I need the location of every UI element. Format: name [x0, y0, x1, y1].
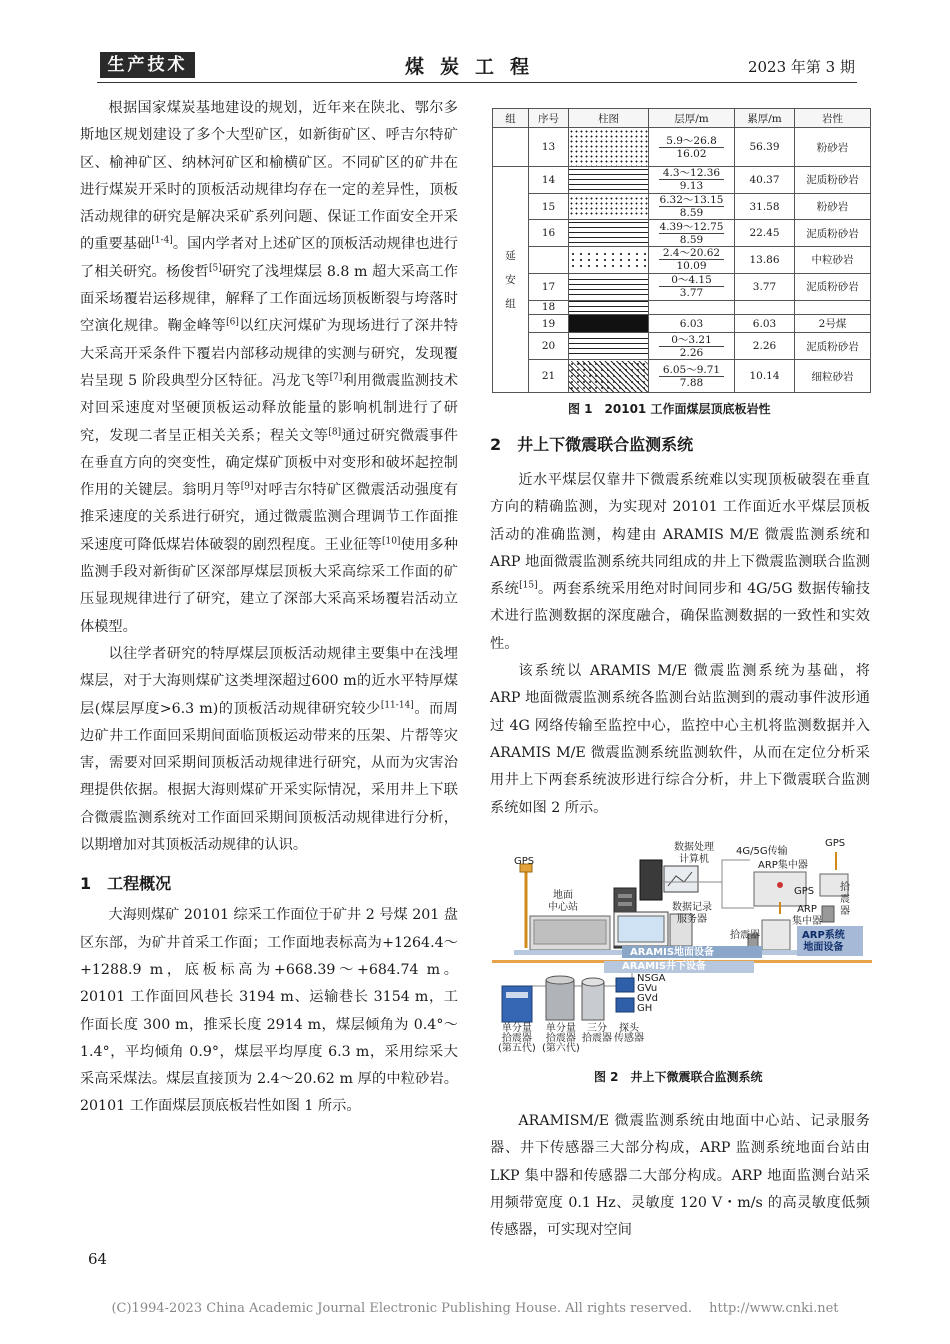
gps-label-right: GPS: [825, 838, 846, 849]
layer-number-cell: 15: [529, 193, 569, 220]
thickness-range: 4.3～12.36: [659, 167, 724, 180]
group-cell-empty: [493, 128, 529, 167]
text-run: ARAMISM/E 微震监测系统由地面中心站、记录服务器、井下传感器三大部分构成，ARP 监测系统地面台站由 LKP 集中器和传感器二大部分构成。ARP 地面监测台站采用频带宽度 0.1 Hz、灵敏度 120 V・m/s 的高灵敏度低频传感器，可实现对空间: [490, 1113, 870, 1239]
strata-header-cell: 柱图: [569, 109, 649, 128]
journal-title: 煤炭工程: [404, 56, 545, 78]
text-run: 。而周边矿井工作面回采期间面临顶板运动带来的压架、片帮等灾害，需要对回采期间顶板活动规律进行研究，从而为灾害治理提供依据。根据大海则煤矿开采实际情况，采用井上下联合微震监测系统对工作面回采期间顶板活动规律进行分析，以期增加对其顶板活动规律的认识。: [80, 700, 458, 854]
citation-ref: [10]: [381, 536, 401, 547]
lithology-silt-pattern: [569, 196, 648, 217]
citation-ref: [7]: [329, 372, 343, 383]
arp-hub-2-label: ARP 集中器: [792, 904, 822, 927]
page-header: [0, 0, 950, 92]
lithology-mud-pattern: [569, 222, 648, 245]
strata-header-cell: 累厚/m: [735, 109, 795, 128]
figure-2-caption: 图 2 井上下微震联合监测系统: [594, 1070, 763, 1084]
lithology-pattern-cell: [569, 314, 649, 332]
layer-number-cell: 19: [529, 314, 569, 332]
citation-ref: [6]: [226, 317, 239, 328]
strata-row: [493, 300, 871, 314]
cumulative-thickness-cell: 22.45: [735, 220, 795, 247]
lithology-pattern-cell: [569, 333, 649, 360]
strata-row: [493, 167, 871, 194]
lithology-pattern-cell: [569, 128, 649, 167]
text-run: 根据国家煤炭基地建设的规划，近年来在陕北、鄂尔多斯地区规划建设了多个大型矿区，如新街矿区、呼吉尔特矿区、榆神矿区、纳林河矿区和榆横矿区。不同矿区的矿井在进行煤炭开采时的顶板活动规律均存在一定的差异性，顶板活动规律的研究是解决采矿系列问题、保证工作面安全开采的重要基础: [80, 100, 458, 253]
underground-sensor-2-icon: [546, 976, 574, 1020]
lithology-mud-pattern: [569, 276, 648, 297]
text-run: 近水平煤层仅靠井下微震系统难以实现顶板破裂在垂直方向的精确监测，为实现对 20101 工作面近水平煤层顶板活动的准确监测，构建由 ARAMIS M/E 微震监测系统和 ARP 地面微震监测系统共同组成的井上下微震监测联合监测系统: [490, 472, 870, 598]
thickness-average: 9.13: [679, 180, 704, 193]
thickness-cell: [649, 314, 735, 332]
device-4-label: 探头 传感器: [614, 1023, 644, 1044]
lithology-cell: 泥质粉砂岩: [795, 167, 871, 194]
intro-paragraph: [80, 95, 458, 641]
thickness-cell: [649, 360, 735, 393]
thickness-cell: [649, 128, 735, 167]
thickness-average: 3.77: [679, 287, 704, 300]
device-1-label: 单分量 拾震器 (第五代): [498, 1023, 536, 1054]
layer-number-cell: 20: [529, 333, 569, 360]
thickness-average: 6.03: [679, 317, 704, 330]
system-detail-paragraph: [490, 658, 870, 822]
lithology-cell: 泥质粉砂岩: [795, 333, 871, 360]
thickness-range: 4.39～12.75: [659, 220, 724, 233]
text-run: 通过研究微震事件在垂直方向的突变性，确定煤矿顶板中对变形和破坏起控制作用的关键层。翁明月等: [80, 427, 458, 499]
lithology-pattern-cell: [569, 247, 649, 274]
text-run: 。国内学者对上述矿区的顶板活动规律也进行了相关研究。杨俊哲: [80, 236, 458, 280]
section-tag: 生产技术: [100, 52, 195, 78]
strata-row: [493, 314, 871, 332]
thickness-average: 16.02: [676, 147, 707, 160]
arp-system-label: ARP系统 地面设备: [802, 930, 845, 953]
thickness-average: 8.59: [679, 233, 704, 246]
strata-row: [493, 247, 871, 274]
lithology-cell: 粉砂岩: [795, 128, 871, 167]
lithology-mid-pattern: [569, 251, 648, 268]
cumulative-thickness-cell: 13.86: [735, 247, 795, 274]
strata-row: [493, 128, 871, 167]
ground-station-label: 地面 中心站: [548, 890, 578, 913]
text-run: 。两套系统采用绝对时间同步和 4G/5G 数据传输技术进行监测数据的深度融合，确保监测数据的一致性和实效性。: [490, 581, 870, 652]
lithology-mud-pattern: [569, 167, 648, 192]
lithology-mud-pattern: [569, 301, 648, 314]
section-2-heading: 2 井上下微震联合监测系统: [490, 435, 694, 454]
lithology-cell: [795, 300, 871, 314]
network-label: 4G/5G传输: [736, 846, 788, 857]
aramis-ground-label: ARAMIS地面设备: [630, 947, 715, 958]
thickness-cell: [649, 273, 735, 300]
strata-row: [493, 220, 871, 247]
copyright-footer: (C)1994-2023 China Academic Journal Electronic Publishing House. All rights reserved. http://www.cnki.net: [111, 1301, 839, 1316]
underground-sensor-1-icon: [502, 986, 532, 1022]
ground-station-icon: [530, 916, 610, 950]
strata-row: [493, 193, 871, 220]
thickness-range: 0～4.15: [659, 274, 724, 287]
engineering-overview-paragraph: [80, 902, 458, 1120]
strata-header-cell: 序号: [529, 109, 569, 128]
strata-column-table: [492, 108, 871, 393]
group-cell: 延 安 组: [493, 167, 529, 393]
strata-row: [493, 333, 871, 360]
thickness-cell: [649, 247, 735, 274]
text-run: 以往学者研究的特厚煤层顶板活动规律主要集中在浅埋煤层，对于大海则煤矿这类埋深超过600 m的近水平特厚煤层(煤层厚度>6.3 m)的顶板活动规律研究较少: [80, 645, 458, 717]
cumulative-thickness-cell: [735, 300, 795, 314]
lithology-cell: 泥质粉砂岩: [795, 273, 871, 300]
thickness-range: 2.4～20.62: [659, 247, 724, 260]
layer-number-cell: 16: [529, 220, 569, 247]
strata-header-cell: 组: [493, 109, 529, 128]
header-divider: [97, 82, 857, 83]
processing-pc-label: 数据处理 计算机: [674, 842, 714, 865]
right-column-lower: [490, 1108, 870, 1244]
lithology-pattern-cell: [569, 193, 649, 220]
lithology-fine-pattern: [569, 361, 648, 392]
layer-number-cell: 18: [529, 300, 569, 314]
citation-ref: [8]: [328, 426, 342, 437]
lithology-pattern-cell: [569, 220, 649, 247]
text-run: 对呼吉尔特矿区微震活动强度有推采速度的关系进行研究，通过微震监测合理调节工作面推采速度可降低煤岩体破裂的剧烈程度。王业征等: [80, 482, 458, 553]
arp-hub-1-label: ARP集中器: [758, 860, 808, 871]
thickness-range: 0～3.21: [659, 334, 724, 347]
geophone-label-2: 拾 震 器: [840, 882, 850, 917]
figure-1-caption: 图 1 20101 工作面煤层顶底板岩性: [568, 402, 771, 416]
thickness-range: 6.05～9.71: [659, 364, 724, 377]
left-column: [80, 95, 458, 1121]
thickness-range: 6.32～13.15: [659, 194, 724, 207]
thickness-average: 10.09: [676, 260, 707, 273]
lithology-pattern-cell: [569, 300, 649, 314]
layer-number-cell: 17: [529, 273, 569, 300]
lithology-mud-pattern: [569, 337, 648, 356]
aramis-underground-label: ARAMIS井下设备: [622, 961, 707, 972]
research-gap-paragraph: [80, 641, 458, 859]
text-run: 利用微震监测技术对回采速度对坚硬顶板运动释放能量的影响机制进行了研究，发现二者呈正相关关系；程关文等: [80, 372, 458, 444]
cumulative-thickness-cell: 2.26: [735, 333, 795, 360]
processing-pc-icon: [640, 860, 698, 900]
layer-number-cell: [529, 247, 569, 274]
cumulative-thickness-cell: 56.39: [735, 128, 795, 167]
thickness-cell: [649, 333, 735, 360]
strata-header-cell: 层厚/m: [649, 109, 735, 128]
cumulative-thickness-cell: 3.77: [735, 273, 795, 300]
sensor-list-label: NSGA GVu GVd GH: [637, 973, 666, 1014]
lithology-pattern-cell: [569, 360, 649, 393]
system-intro-paragraph: [490, 467, 870, 658]
lithology-cell: 中粒砂岩: [795, 247, 871, 274]
thickness-cell: [649, 167, 735, 194]
layer-number-cell: 13: [529, 128, 569, 167]
section-1-heading: 1 工程概况: [80, 874, 172, 894]
lithology-cell: 粉砂岩: [795, 193, 871, 220]
lithology-coal-pattern: [569, 315, 648, 332]
thickness-average: 7.88: [679, 376, 704, 389]
thickness-average: 2.26: [679, 346, 704, 359]
cumulative-thickness-cell: 40.37: [735, 167, 795, 194]
thickness-cell: [649, 220, 735, 247]
layer-number-cell: 21: [529, 360, 569, 393]
cumulative-thickness-cell: 6.03: [735, 314, 795, 332]
right-column-upper: [490, 467, 870, 822]
text-run: 以红庆河煤矿为现场进行了深井特大采高开采条件下覆岩内部移动规律的实测与研究，发现覆岩呈现 5 阶段典型分区特征。冯龙飞等: [80, 318, 458, 389]
text-run: 大海则煤矿 20101 综采工作面位于矿井 2 号煤 201 盘区东部，为矿井首采工作面；工作面地表标高为+1264.4～+1288.9 m，底板标高为+668.39～+684.74 m。20101 工作面回风巷长 3194 m、运输巷长 3154 m，工作面长度 300 m，推采长度 2914 m，煤层倾角为 0.4°～1.4°，平均倾角 0.9°，煤层平均厚度 6.3 m，采用综采大采高采煤法。煤层直接顶为 2.4～20.62 m 厚的中粒砂岩。20101 工作面煤层顶底板岩性如图 1 所示。: [80, 907, 458, 1115]
lithology-cell: 细粒砂岩: [795, 360, 871, 393]
text-run: 该系统以 ARAMIS M/E 微震监测系统为基础，将 ARP 地面微震监测系统各监测台站监测到的震动事件波形通过 4G 网络传输至监控中心，监控中心主机将监测数据并入 ARAMIS M/E 微震监测系统监测软件，从而在定位分析采用井上下两套系统波形进行综合分析，井上下微震联合监测系统如图 2 所示。: [490, 663, 870, 816]
citation-ref: [9]: [240, 481, 254, 492]
device-3-label: 三分 拾震器: [582, 1023, 612, 1044]
cumulative-thickness-cell: 10.14: [735, 360, 795, 393]
strata-row: [493, 360, 871, 393]
citation-ref: [11-14]: [380, 699, 414, 710]
monitoring-system-diagram: [492, 830, 872, 1058]
geophone-label-1: 拾震器: [730, 930, 760, 941]
page-number: 64: [88, 1250, 108, 1268]
arp-hub-2-icon: [748, 902, 790, 950]
underground-sensor-3-icon: [582, 978, 604, 1020]
record-server-label: 数据记录 服务器: [672, 902, 712, 925]
lithology-pattern-cell: [569, 167, 649, 194]
strata-row: [493, 273, 871, 300]
lithology-pattern-cell: [569, 273, 649, 300]
text-run: 使用多种监测手段对新街矿区深部厚煤层顶板大采高综采工作面的矿压显现规律进行了研究，建立了深部大采高采场覆岩活动立体模型。: [80, 536, 458, 635]
thickness-range: 5.9～26.8: [659, 135, 724, 148]
lithology-silt-pattern: [569, 129, 648, 166]
layer-number-cell: 14: [529, 167, 569, 194]
thickness-cell: [649, 300, 735, 314]
lithology-cell: 2号煤: [795, 314, 871, 332]
text-run: 研究了浅埋煤层 8.8 m 超大采高工作面采场覆岩运移规律，解释了工作面远场顶板断裂与垮落时空演化规律。鞠金峰等: [80, 263, 458, 335]
device-2-label: 单分量 拾震器 (第六代): [542, 1023, 580, 1054]
thickness-cell: [649, 193, 735, 220]
thickness-average: 8.59: [679, 207, 704, 220]
underground-sensor-4-icon: [616, 978, 634, 1012]
citation-ref: [5]: [208, 263, 222, 274]
aramis-components-paragraph: [490, 1108, 870, 1244]
gps-label-left: GPS: [514, 856, 535, 867]
gps-label-mid: GPS: [794, 886, 815, 897]
strata-header-cell: 岩性: [795, 109, 871, 128]
issue-label: 2023 年第 3 期: [747, 58, 855, 76]
cumulative-thickness-cell: 31.58: [735, 193, 795, 220]
citation-ref: [1-4]: [151, 235, 173, 246]
lithology-cell: 泥质粉砂岩: [795, 220, 871, 247]
citation-ref: [15]: [519, 580, 538, 591]
